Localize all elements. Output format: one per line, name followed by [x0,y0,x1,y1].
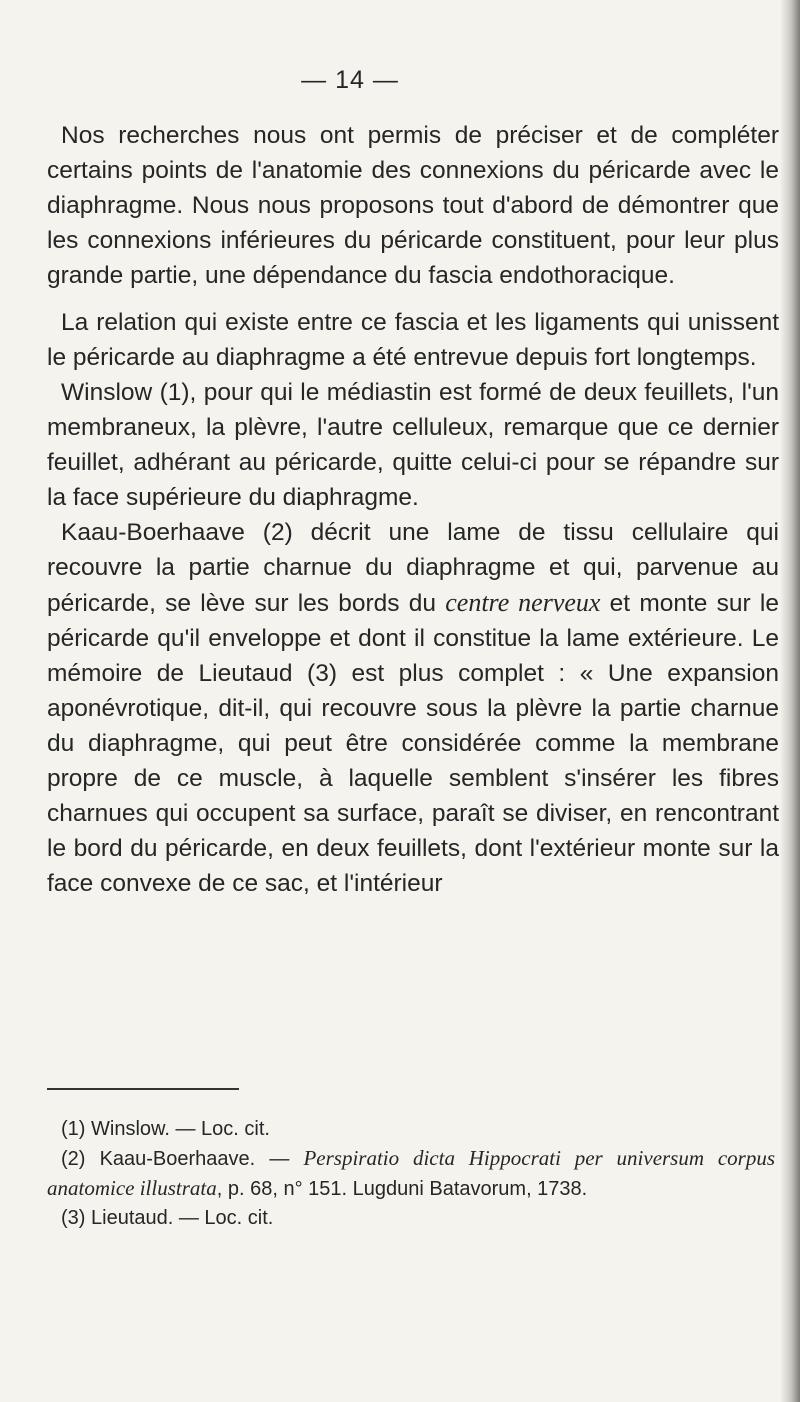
footnote-2-text-b: , p. 68, n° 151. Lugduni Batavorum, 1738. [216,1178,588,1200]
paragraph-2: La relation qui existe entre ce fascia et les ligaments qui unissent le péricarde au diaphragme a été entrevue depuis fort longtemps. [47,309,779,371]
paragraph-4-italic-term: centre nerveux [445,588,601,617]
page-number: — 14 — [301,66,399,94]
footnote-2-text-a: (2) Kaau-Boerhaave. — [61,1148,304,1170]
footnote-separator [47,1088,239,1090]
paragraph-4-text-a: Kaau-Boerhaave (2) décrit une lame de tissu cellulaire qui recouvre la partie charnue du diaphragme et qui, parvenue au péricarde, se lève sur les bords du [47,519,779,617]
body-text [47,118,779,901]
paragraph-4 [47,515,779,901]
footnote-2-italic-title: Perspiratio dicta Hippocrati per universum corpus anatomice illustrata [47,1146,775,1200]
paragraph-4-text-b: et monte sur le péricarde qu'il enveloppe et dont il constitue la lame extérieure. Le mémoire de Lieutaud (3) est plus complet : « Une expansion aponévrotique, dit-il, qui recouvre sous la plèvre la partie charnue du diaphragme, qui peut être considérée comme la membrane propre de ce muscle, à laquelle semblent s'insérer les fibres charnues qui occupent sa surface, paraît se diviser, en rencontrant le bord du péricarde, en deux feuillets, dont l'extérieur monte sur la face convexe de ce sac, et l'intérieur [47,590,779,897]
footnote-1: (1) Winslow. — Loc. cit. [61,1118,270,1140]
paragraph-3: Winslow (1), pour qui le médiastin est formé de deux feuillets, l'un membraneux, la plèvre, l'autre celluleux, remarque que ce dernier feuillet, adhérant au péricarde, quitte celui-ci pour se répandre sur la face supérieure du diaphragme. [47,379,779,511]
scan-edge-shadow [780,0,800,1402]
footnote-2 [47,1144,775,1204]
footnote-3: (3) Lieutaud. — Loc. cit. [61,1207,274,1229]
paragraph-1: Nos recherches nous ont permis de préciser et de compléter certains points de l'anatomie des connexions du péricarde avec le diaphragme. Nous nous proposons tout d'abord de démontrer que les connexions inférieures du péricarde constituent, pour leur plus grande partie, une dépendance du fascia endothoracique. [47,122,779,289]
footnotes [47,1115,775,1233]
